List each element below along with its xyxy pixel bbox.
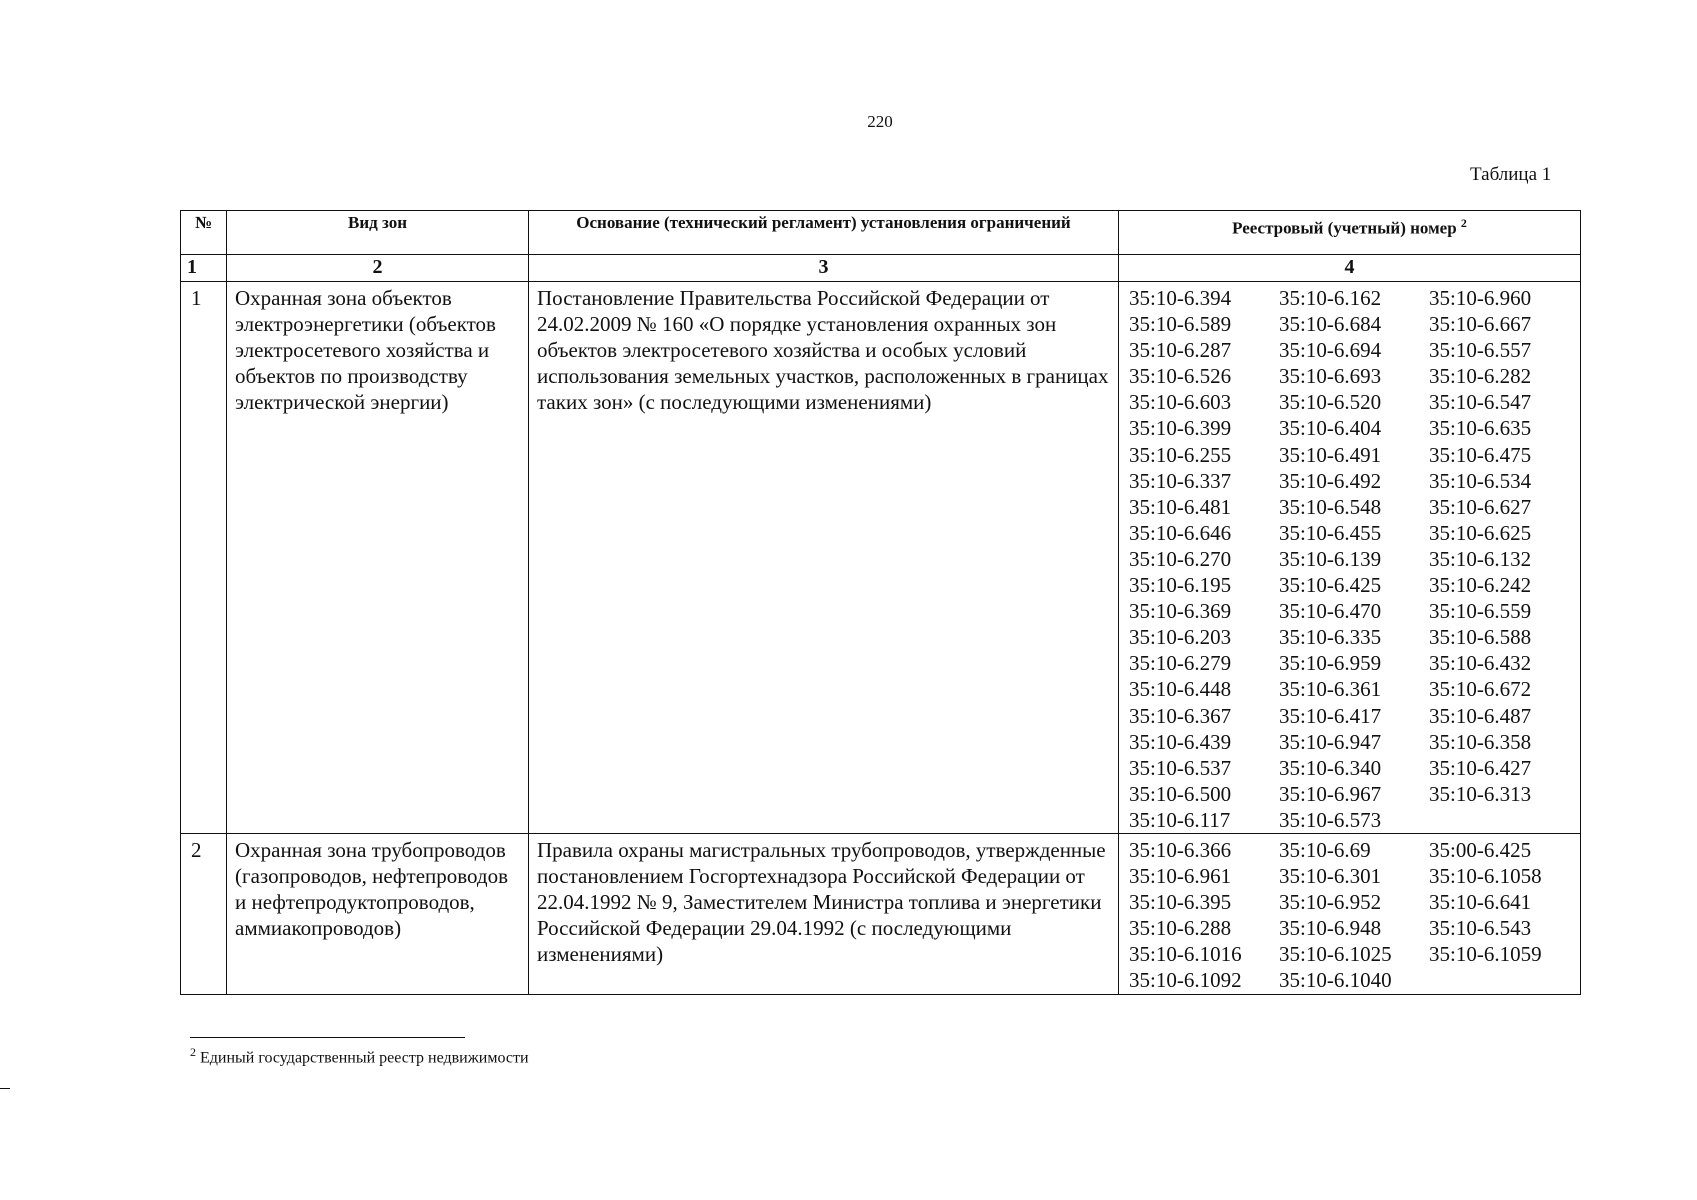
registry-number: 35:10-6.1059 [1429,942,1542,967]
registry-number: 35:10-6.693 [1279,364,1382,389]
registry-numbers [1119,282,1580,833]
registry-number: 35:10-6.492 [1279,468,1382,493]
registry-number: 35:10-6.667 [1429,312,1532,337]
registry-number: 35:10-6.559 [1429,599,1532,624]
column-number: 2 [227,255,529,282]
header-zone-type: Вид зон [227,211,529,255]
registry-number: 35:10-6.337 [1129,468,1232,493]
header-number: № [181,211,227,255]
footnote-mark: 2 [190,1045,196,1059]
registry-number: 35:10-6.526 [1129,364,1232,389]
column-number-row [181,255,1581,282]
registry-number: 35:10-6.404 [1279,416,1382,441]
registry-number: 35:00-6.425 [1429,837,1532,862]
registry-number: 35:10-6.627 [1429,494,1532,519]
registry-number: 35:10-6.132 [1429,546,1532,571]
registry-number: 35:10-6.361 [1279,677,1382,702]
registry-number: 35:10-6.279 [1129,651,1232,676]
registry-number: 35:10-6.573 [1279,807,1382,832]
registry-number: 35:10-6.399 [1129,416,1232,441]
registry-number: 35:10-6.287 [1129,338,1232,363]
registry-number: 35:10-6.537 [1129,755,1232,780]
registry-number: 35:10-6.455 [1279,520,1382,545]
footnote-divider [190,1037,465,1038]
registry-number: 35:10-6.491 [1279,442,1382,467]
registry-number: 35:10-6.947 [1279,729,1382,754]
footnote [190,1045,529,1067]
header-registry-number [1119,211,1581,255]
registry-number: 35:10-6.369 [1129,599,1232,624]
zone-type: Охранная зона объектов электроэнергетики (объектов электросетевого хозяйства и объектов по производству электрической энергии) [227,282,529,834]
table-row [181,282,1581,834]
footnote-ref: 2 [1460,216,1467,230]
basis-text: Правила охраны магистральных трубопроводов, утвержденные постановлением Госгортехнадзора Российской Федерации от 22.04.1992 № 9, Заместителем Министра топлива и энергетики Российской Федерации 29.04.1992 (с последующими изменениями) [529,833,1119,994]
registry-numbers-cell [1119,282,1581,834]
registry-number: 35:10-6.588 [1429,625,1532,650]
registry-number: 35:10-6.557 [1429,338,1532,363]
registry-number: 35:10-6.367 [1129,703,1232,728]
registry-number: 35:10-6.547 [1429,390,1532,415]
registry-number: 35:10-6.948 [1279,916,1382,941]
registry-number: 35:10-6.301 [1279,864,1382,889]
registry-number: 35:10-6.952 [1279,890,1382,915]
registry-numbers [1119,834,1580,994]
registry-number: 35:10-6.1058 [1429,864,1542,889]
registry-number: 35:10-6.439 [1129,729,1232,754]
registry-number: 35:10-6.366 [1129,837,1232,862]
registry-number: 35:10-6.694 [1279,338,1382,363]
registry-number: 35:10-6.960 [1429,286,1532,310]
zones-table [180,210,1581,995]
registry-number: 35:10-6.534 [1429,468,1532,493]
registry-number: 35:10-6.603 [1129,390,1232,415]
row-number: 2 [181,833,227,994]
margin-mark [0,1088,10,1089]
column-number: 1 [181,255,227,282]
registry-number: 35:10-6.203 [1129,625,1232,650]
registry-number: 35:10-6.641 [1429,890,1532,915]
basis-text: Постановление Правительства Российской Федерации от 24.02.2009 № 160 «О порядке установления охранных зон объектов электросетевого хозяйства и особых условий использования земельных участков, расположенных в границах таких зон» (с последующими изменениями) [529,282,1119,834]
registry-number: 35:10-6.500 [1129,781,1232,806]
registry-number: 35:10-6.967 [1279,781,1382,806]
registry-number: 35:10-6.425 [1279,573,1382,598]
registry-number: 35:10-6.481 [1129,494,1232,519]
registry-number: 35:10-6.139 [1279,546,1382,571]
table-row [181,833,1581,994]
registry-number: 35:10-6.255 [1129,442,1232,467]
registry-number: 35:10-6.475 [1429,442,1532,467]
registry-number: 35:10-6.282 [1429,364,1532,389]
table-header-row [181,211,1581,255]
column-number: 3 [529,255,1119,282]
row-number: 1 [181,282,227,834]
registry-number: 35:10-6.69 [1279,837,1371,862]
registry-number: 35:10-6.1092 [1129,968,1242,993]
registry-number: 35:10-6.548 [1279,494,1382,519]
registry-number: 35:10-6.487 [1429,703,1532,728]
header-registry-number-label: Реестровый (учетный) номер [1232,218,1457,238]
column-number: 4 [1119,255,1581,282]
zone-type: Охранная зона трубопроводов (газопроводов, нефтепроводов и нефтепродуктопроводов, аммиакопроводов) [227,833,529,994]
registry-number: 35:10-6.195 [1129,573,1232,598]
registry-number: 35:10-6.1025 [1279,942,1392,967]
footnote-text: Единый государственный реестр недвижимости [200,1049,529,1067]
registry-number: 35:10-6.335 [1279,625,1382,650]
header-basis: Основание (технический регламент) установления ограничений [529,211,1119,255]
registry-number: 35:10-6.635 [1429,416,1532,441]
registry-number: 35:10-6.417 [1279,703,1382,728]
registry-number: 35:10-6.432 [1429,651,1532,676]
registry-number: 35:10-6.288 [1129,916,1232,941]
registry-number: 35:10-6.684 [1279,312,1382,337]
registry-number: 35:10-6.448 [1129,677,1232,702]
table-caption: Таблица 1 [1470,164,1552,185]
registry-number: 35:10-6.625 [1429,520,1532,545]
registry-number: 35:10-6.589 [1129,312,1232,337]
registry-number: 35:10-6.543 [1429,916,1532,941]
registry-number: 35:10-6.961 [1129,864,1232,889]
registry-number: 35:10-6.394 [1129,286,1232,310]
registry-number: 35:10-6.427 [1429,755,1532,780]
registry-number: 35:10-6.672 [1429,677,1532,702]
registry-number: 35:10-6.470 [1279,599,1382,624]
registry-number: 35:10-6.242 [1429,573,1532,598]
registry-number: 35:10-6.959 [1279,651,1382,676]
registry-number: 35:10-6.313 [1429,781,1532,806]
registry-number: 35:10-6.340 [1279,755,1382,780]
registry-number: 35:10-6.395 [1129,890,1232,915]
registry-number: 35:10-6.1040 [1279,968,1392,993]
registry-number: 35:10-6.646 [1129,520,1232,545]
page-number: 220 [867,112,893,131]
registry-number: 35:10-6.162 [1279,286,1382,310]
registry-number: 35:10-6.117 [1129,807,1231,832]
registry-number: 35:10-6.270 [1129,546,1232,571]
registry-numbers-cell [1119,833,1581,994]
registry-number: 35:10-6.358 [1429,729,1532,754]
registry-number: 35:10-6.520 [1279,390,1382,415]
registry-number: 35:10-6.1016 [1129,942,1242,967]
